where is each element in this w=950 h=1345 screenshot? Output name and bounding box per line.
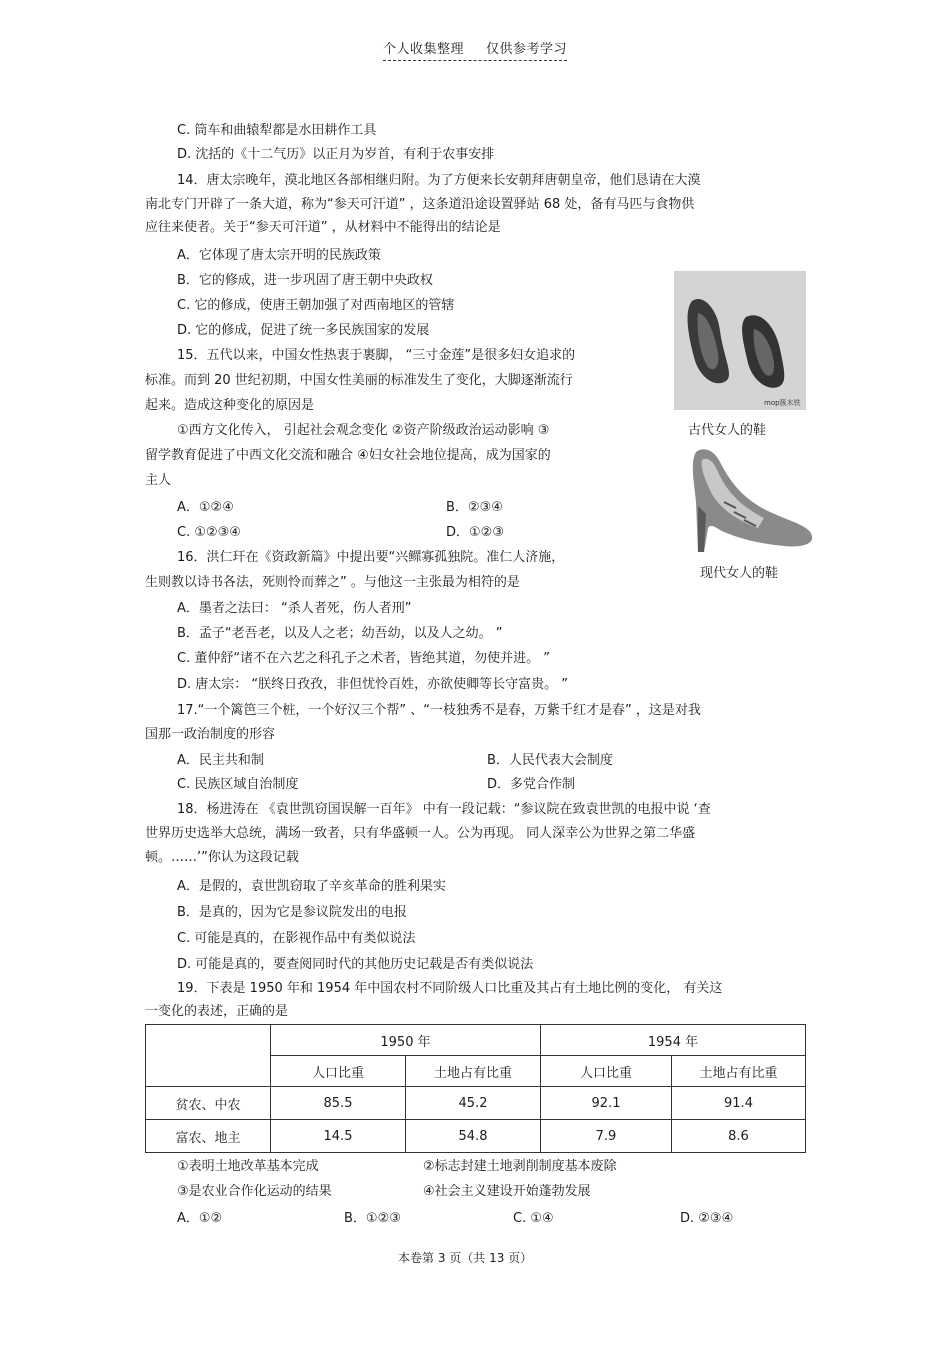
table-row-label: 贫农、中农 [146,1087,271,1120]
q15-statements-line3: 主人 [145,473,172,488]
q19-statement-2: ②标志封建土地剥削制度基本废除 [423,1159,617,1174]
q16-stem-line2: 生则教以诗书各法，死则怜而葬之” 。与他这一主张最为相符的是 [145,575,520,590]
table-cell: 54.8 [406,1120,541,1153]
q16-option-d: D. 唐太宗： “朕终日孜孜，非但忧怜百姓，亦欲使卿等长守富贵。 ” [177,677,569,692]
ancient-shoes-image [674,271,806,410]
q19-stem-line2: 一变化的表述，正确的是 [145,1004,289,1019]
modern-shoe-caption: 现代女人的鞋 [700,566,779,581]
table-row [146,1120,806,1153]
table-cell: 14.5 [271,1120,406,1153]
table-cell: 8.6 [672,1120,806,1153]
q15-statements-line2: 留学教育促进了中西文化交流和融合 ④妇女社会地位提高，成为国家的 [145,448,551,463]
q19-stem-line1: 19．下表是 1950 年和 1954 年中国农村不同阶级人口比重及其占有土地比例的变化， 有关这 [177,981,723,996]
q14-option-c: C. 它的修成，使唐王朝加强了对西南地区的管辖 [177,298,455,313]
q14-stem-line1: 14．唐太宗晚年，漠北地区各部相继归附。为了方便来长安朝拜唐朝皇帝，他们恳请在大漠 [177,173,701,188]
q15-option-b: B．②③④ [446,500,503,515]
q15-option-a: A．①②④ [177,500,234,515]
table-cell: 7.9 [541,1120,672,1153]
q19-option-d: D. ②③④ [680,1211,734,1226]
table-corner-cell [146,1025,271,1087]
q16-stem-line1: 16．洪仁玕在《资政新篇》中提出要“兴鳏寡孤独院。准仁人济施， [177,550,565,565]
q17-stem-line1: 17.“一个篱笆三个桩，一个好汉三个帮” 、“一枝独秀不是春，万紫千红才是春” ，这是对我 [177,703,701,718]
q18-stem-line1: 18．杨进涛在 《袁世凯窃国误解一百年》 中有一段记载：“参议院在致袁世凯的电报中说 ‘查 [177,802,711,817]
modern-shoe-image [674,442,814,560]
q15-stem-line3: 起来。造成这种变化的原因是 [145,398,315,413]
table-row [146,1087,806,1120]
header-left: 个人收集整理 [383,42,465,57]
q15-statements-line1: ①西方文化传入， 引起社会观念变化 ②资产阶级政治运动影响 ③ [177,423,550,438]
q18-option-d: D. 可能是真的，要查阅同时代的其他历史记载是否有类似说法 [177,957,534,972]
q19-option-b: B．①②③ [344,1211,401,1226]
q15-stem-line2: 标准。而到 20 世纪初期，中国女性美丽的标准发生了变化，大脚逐渐流行 [145,373,573,388]
q15-stem-line1: 15．五代以来，中国女性热衷于裹脚， “三寸金莲”是很多妇女追求的 [177,348,576,363]
q17-option-d: D．多党合作制 [487,777,576,792]
q14-stem-line3: 应往来使者。关于“参天可汗道” ，从材料中不能得出的结论是 [145,220,501,235]
q19-option-a: A．①② [177,1211,223,1226]
q14-option-b: B．它的修成，进一步巩固了唐王朝中央政权 [177,273,433,288]
table-year-1950: 1950 年 [271,1025,541,1056]
q18-stem-line2: 世界历史选举大总统，满场一致者，只有华盛顿一人。公为再现。 同人深幸公为世界之第二华盛 [145,826,696,841]
ancient-shoes-caption: 古代女人的鞋 [688,423,767,438]
q19-statement-4: ④社会主义建设开始蓬勃发展 [423,1184,591,1199]
q14-option-d: D. 它的修成，促进了统一多民族国家的发展 [177,323,430,338]
q16-option-a: A．墨者之法曰： “杀人者死，伤人者刑” [177,601,412,616]
page-footer: 本卷第 3 页（共 13 页） [398,1251,533,1265]
q14-option-a: A．它体现了唐太宗开明的民族政策 [177,248,381,263]
page-header [383,42,567,58]
q16-option-c: C. 董仲舒“诸不在六艺之科孔子之术者，皆绝其道，勿使并进。 ” [177,651,550,666]
q19-option-c: C. ①④ [513,1211,554,1226]
q16-option-b: B．孟子“老吾老，以及人之老；幼吾幼，以及人之幼。 ” [177,626,503,641]
q17-option-a: A．民主共和制 [177,753,264,768]
q13-option-c: C. 筒车和曲辕犁都是水田耕作工具 [177,123,377,138]
table-subheader: 土地占有比重 [406,1056,541,1087]
header-right: 仅供参考学习 [486,42,568,57]
land-distribution-table [145,1024,806,1153]
table-subheader: 人口比重 [271,1056,406,1087]
modern-shoe-drawing [674,442,814,560]
q19-statement-3: ③是农业合作化运动的结果 [177,1184,332,1199]
q18-option-b: B．是真的，因为它是参议院发出的电报 [177,905,407,920]
table-row-label: 富农、地主 [146,1120,271,1153]
q18-option-a: A．是假的，袁世凯窃取了辛亥革命的胜利果实 [177,879,446,894]
table-cell: 85.5 [271,1087,406,1120]
header-divider [383,60,567,61]
image-watermark: mop簇木铁 [764,399,801,407]
q13-option-d: D. 沈括的《十二气历》以正月为岁首，有利于农事安排 [177,147,495,162]
q17-stem-line2: 国那一政治制度的形容 [145,727,276,742]
table-cell: 92.1 [541,1087,672,1120]
q14-stem-line2: 南北专门开辟了一条大道，称为“参天可汗道” ，这条道沿途设置驿站 68 处，备有马匹与食物供 [145,197,695,212]
table-subheader: 土地占有比重 [672,1056,806,1087]
ancient-shoes-drawing [674,271,806,410]
table-cell: 91.4 [672,1087,806,1120]
table-subheader: 人口比重 [541,1056,672,1087]
q18-option-c: C. 可能是真的，在影视作品中有类似说法 [177,931,416,946]
q17-option-b: B．人民代表大会制度 [487,753,613,768]
q17-option-c: C. 民族区域自治制度 [177,777,299,792]
q19-statement-1: ①表明土地改革基本完成 [177,1159,319,1174]
q18-stem-line3: 顿。……’”你认为这段记载 [145,850,299,865]
q15-option-d: D．①②③ [446,525,504,540]
table-cell: 45.2 [406,1087,541,1120]
q15-option-c: C. ①②③④ [177,525,241,540]
table-year-1954: 1954 年 [541,1025,806,1056]
